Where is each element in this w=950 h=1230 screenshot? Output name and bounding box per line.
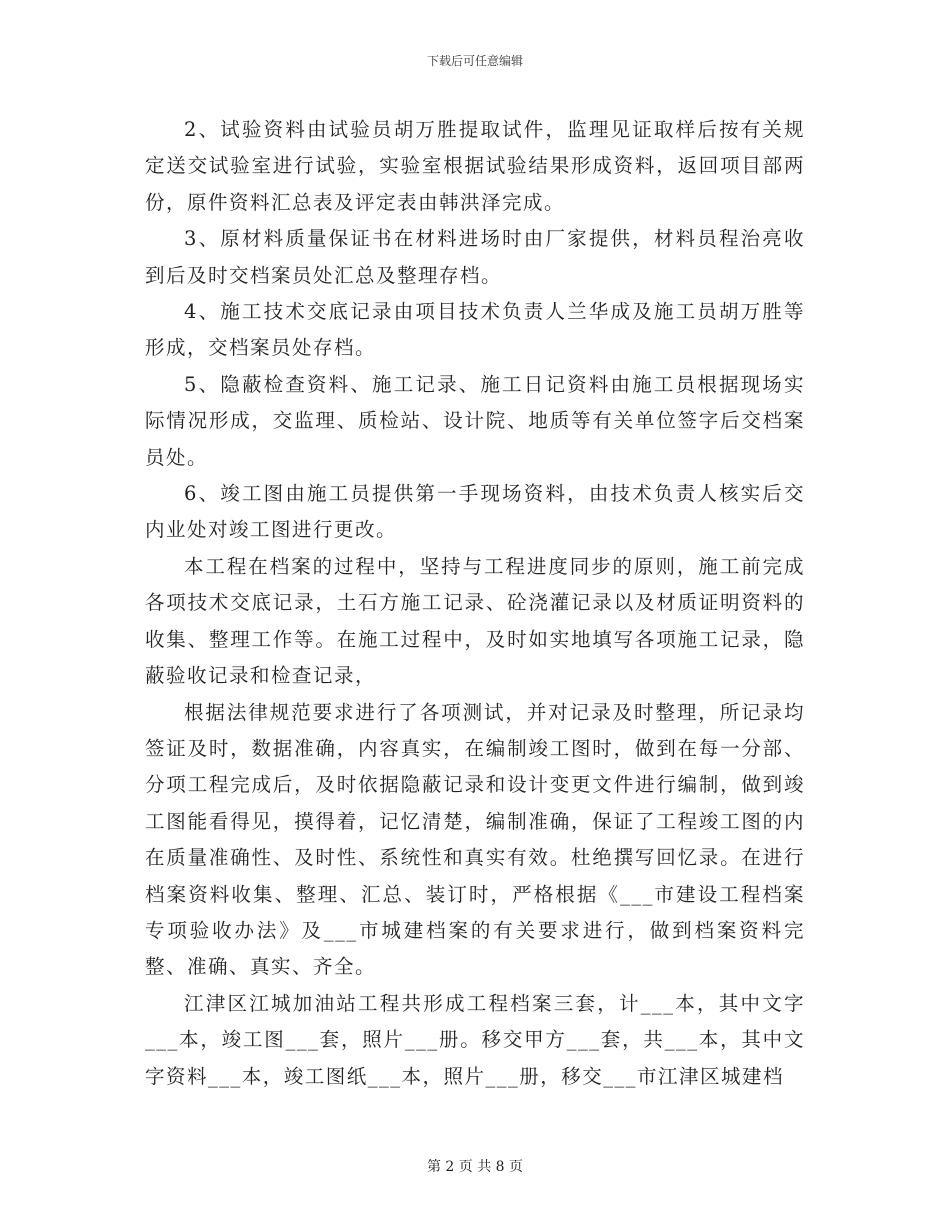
paragraph-item-4: 4、施工技术交底记录由项目技术负责人兰华成及施工员胡万胜等形成，交档案员处存档。: [145, 300, 805, 360]
paragraph-archive-process: 本工程在档案的过程中，坚持与工程进度同步的原则，施工前完成各项技术交底记录，土石方施工记录、砼浇灌记录以及材质证明资料的收集、整理工作等。在施工过程中，及时如实地填写各项施工记录，隐蔽验收记录和检查记录，: [145, 554, 805, 688]
document-body: [145, 112, 805, 1095]
paragraph-item-6: 6、竣工图由施工员提供第一手现场资料，由技术负责人核实后交内业处对竣工图进行更改。: [145, 482, 805, 542]
paragraph-testing-compilation: 根据法律规范要求进行了各项测试，并对记录及时整理，所记录均签证及时，数据准确，内容真实，在编制竣工图时，做到在每一分部、分项工程完成后，及时依据隐蔽记录和设计变更文件进行编制，做到竣工图能看得见，摸得着，记忆清楚，编制准确，保证了工程竣工图的内在质量准确性、及时性、系统性和真实有效。杜绝撰写回忆录。在进行档案资料收集、整理、汇总、装订时，严格根据《___市建设工程档案专项验收办法》及___市城建档案的有关要求进行，做到档案资料完整、准确、真实、齐全。: [145, 700, 805, 979]
page-header: 下载后可任意编辑: [426, 54, 523, 68]
paragraph-item-2: 2、试验资料由试验员胡万胜提取试件，监理见证取样后按有关规定送交试验室进行试验，实验室根据试验结果形成资料，返回项目部两份，原件资料汇总表及评定表由韩洪泽完成。: [145, 118, 805, 214]
paragraph-item-5: 5、隐蔽检查资料、施工记录、施工日记资料由施工员根据现场实际情况形成，交监理、质检站、设计院、地质等有关单位签字后交档案员处。: [145, 372, 805, 469]
paragraph-item-3: 3、原材料质量保证书在材料进场时由厂家提供，材料员程治亮收到后及时交档案员处汇总及整理存档。: [145, 227, 805, 287]
paragraph-archive-count: 江津区江城加油站工程共形成工程档案三套，计___本，其中文字___本，竣工图___套，照片___册。移交甲方___套，共___本，其中文字资料___本，竣工图纸___本，照片___册，移交___市江津区城建档: [145, 991, 805, 1088]
page-number-footer: 第 2 页 共 8 页: [426, 1159, 524, 1175]
